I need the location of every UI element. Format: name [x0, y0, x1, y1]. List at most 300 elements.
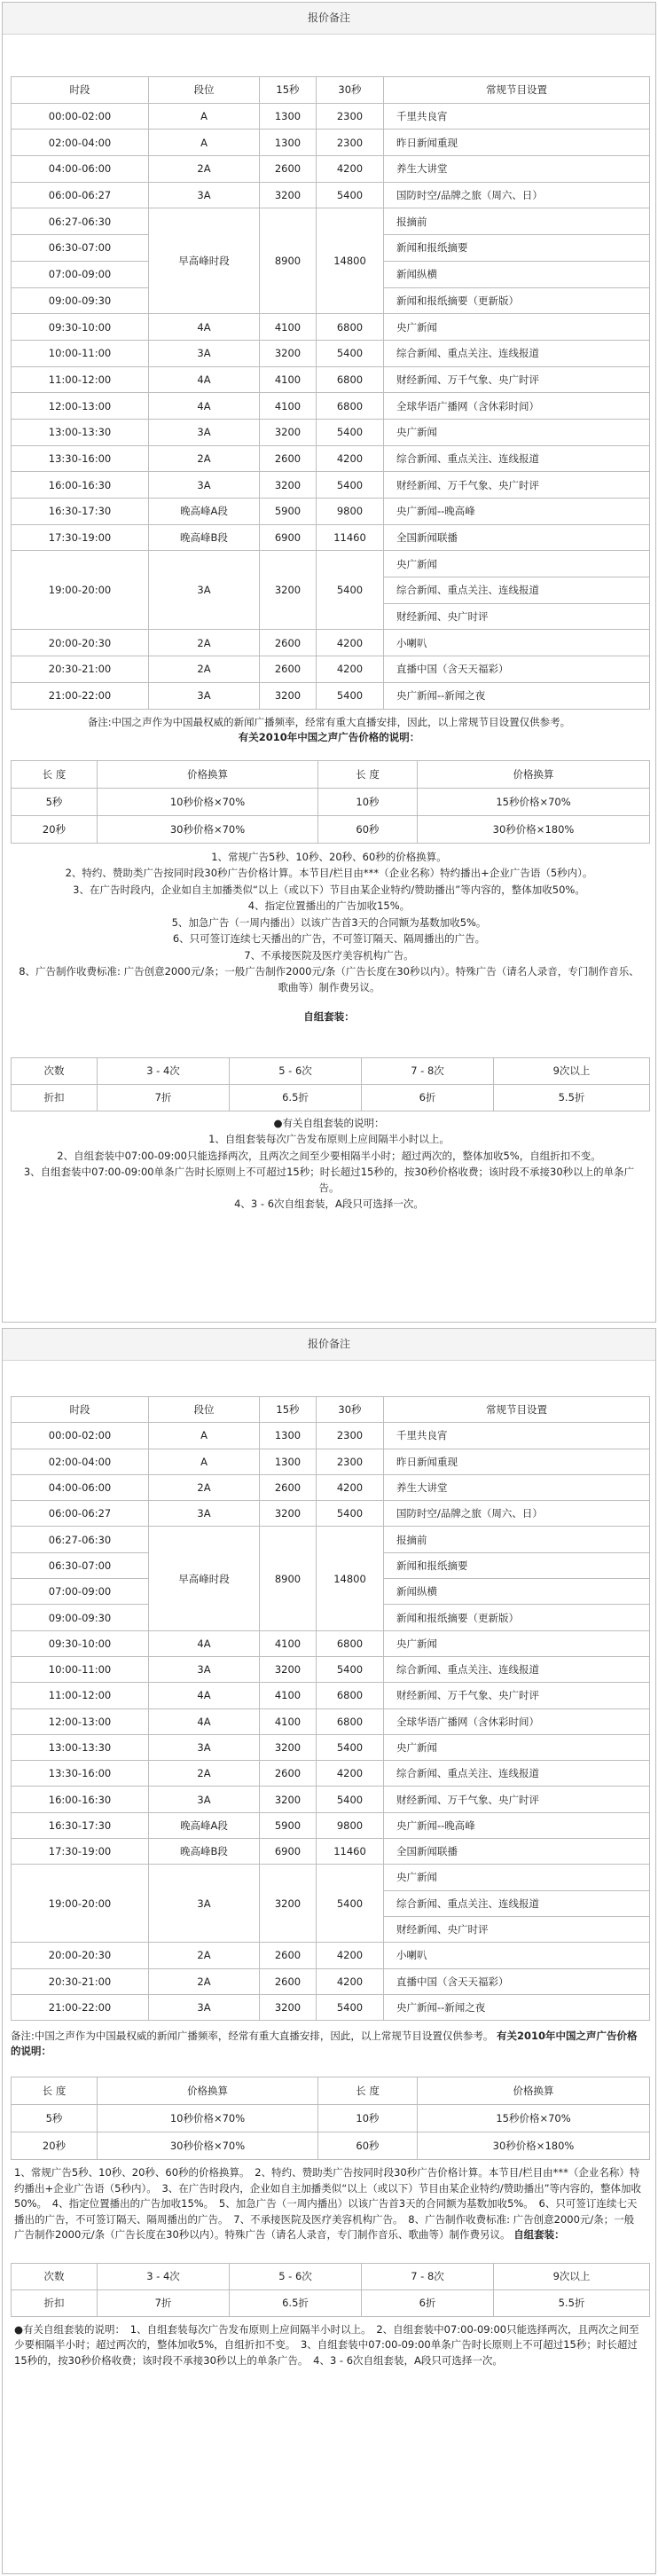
time-slot-cell: 00:00-02:00	[12, 103, 149, 130]
level-cell: 4A	[149, 393, 260, 420]
program-cell: 综合新闻、重点关注、连线报道	[384, 1890, 650, 1916]
price-15s-cell: 2600	[260, 445, 317, 472]
time-slot-cell: 16:30-17:30	[12, 499, 149, 525]
panel-title: 报价备注	[3, 1329, 655, 1361]
table-row	[12, 314, 650, 341]
program-cell: 直播中国（含天天福彩）	[384, 656, 650, 683]
program-cell: 昨日新闻重现	[384, 1449, 650, 1474]
price-15s-cell: 3200	[260, 182, 317, 208]
price-30s-cell: 5400	[317, 1865, 384, 1943]
price-30s-cell: 2300	[317, 1449, 384, 1474]
schedule-table	[11, 76, 650, 710]
rate-card-panel-2	[2, 1328, 656, 2574]
program-cell: 直播中国（含天天福彩）	[384, 1968, 650, 1994]
price-formula-cell: 10秒价格×70%	[98, 2105, 318, 2132]
table-row	[12, 1501, 650, 1527]
time-slot-cell: 10:00-11:00	[12, 1656, 149, 1682]
pricing-rules	[11, 844, 647, 1054]
discount-cell: 5 - 6次	[230, 2263, 362, 2289]
price-30s-cell: 5400	[317, 551, 384, 630]
price-15s-cell: 8900	[260, 208, 317, 314]
program-cell: 新闻和报纸摘要（更新版）	[384, 287, 650, 314]
price-30s-cell: 14800	[317, 1527, 384, 1630]
package-notes	[11, 1111, 647, 1226]
discount-cell: 6折	[362, 1084, 494, 1111]
price-30s-cell: 5400	[317, 1787, 384, 1812]
discount-cell: 9次以上	[494, 2263, 650, 2289]
price-30s-cell: 5400	[317, 1501, 384, 1527]
pricing-heading: 有关2010年中国之声广告价格的说明：	[11, 2030, 638, 2058]
table-row	[12, 393, 650, 420]
schedule-note	[11, 2021, 647, 2064]
price-15s-cell: 3200	[260, 1994, 317, 2020]
level-cell: 晚高峰B段	[149, 524, 260, 551]
time-slot-cell: 02:00-04:00	[12, 1449, 149, 1474]
table-row	[12, 130, 650, 156]
price-15s-cell: 2600	[260, 656, 317, 683]
level-cell: 3A	[149, 682, 260, 709]
program-cell: 全球华语广播网（含休彩时间）	[384, 393, 650, 420]
price-15s-cell: 3200	[260, 340, 317, 366]
level-cell: 3A	[149, 1734, 260, 1760]
discount-table	[11, 2263, 650, 2317]
price-15s-cell: 5900	[260, 1812, 317, 1838]
price-30s-cell: 4200	[317, 1761, 384, 1787]
column-header: 段位	[149, 1397, 260, 1423]
price-30s-cell: 5400	[317, 419, 384, 445]
table-row	[12, 2132, 650, 2160]
length-cell: 20秒	[12, 815, 98, 843]
level-cell: A	[149, 130, 260, 156]
table-header-row	[12, 2077, 650, 2105]
row-label-cell: 折扣	[12, 1084, 98, 1111]
level-cell: 4A	[149, 1630, 260, 1656]
program-cell: 小喇叭	[384, 1943, 650, 1968]
level-cell: 3A	[149, 551, 260, 630]
price-30s-cell: 11460	[317, 524, 384, 551]
column-header: 30秒	[317, 1397, 384, 1423]
note-text: 备注:中国之声作为中国最权威的新闻广播频率，经常有重大直播安排，因此，以上常规节目设置仅供参考。	[11, 2030, 494, 2043]
price-15s-cell: 1300	[260, 130, 317, 156]
length-cell: 10秒	[318, 2105, 418, 2132]
time-slot-cell: 20:30-21:00	[12, 656, 149, 683]
table-row	[12, 156, 650, 183]
time-slot-cell: 07:00-09:00	[12, 261, 149, 287]
price-15s-cell: 3200	[260, 472, 317, 499]
price-15s-cell: 1300	[260, 1449, 317, 1474]
time-slot-cell: 16:00-16:30	[12, 1787, 149, 1812]
time-slot-cell: 21:00-22:00	[12, 682, 149, 709]
table-row	[12, 2263, 650, 2289]
pricing-rules	[11, 2160, 647, 2249]
schedule-note	[11, 710, 647, 750]
table-row	[12, 2289, 650, 2316]
level-cell: A	[149, 1423, 260, 1449]
price-formula-cell: 15秒价格×70%	[418, 788, 650, 815]
price-formula-cell: 30秒价格×70%	[98, 815, 318, 843]
row-label-cell: 折扣	[12, 2289, 98, 2316]
price-15s-cell: 4100	[260, 1630, 317, 1656]
package-note-item: 4、3 - 6次自组套装，A段只可选择一次。	[234, 1198, 424, 1210]
time-slot-cell: 02:00-04:00	[12, 130, 149, 156]
level-cell: 2A	[149, 630, 260, 656]
time-slot-cell: 06:30-07:00	[12, 235, 149, 262]
discount-cell: 6折	[362, 2289, 494, 2316]
table-row	[12, 472, 650, 499]
program-cell: 新闻和报纸摘要	[384, 1552, 650, 1578]
price-15s-cell: 3200	[260, 1734, 317, 1760]
table-row	[12, 445, 650, 472]
price-30s-cell: 2300	[317, 130, 384, 156]
table-row	[12, 1527, 650, 1552]
level-cell: 4A	[149, 1708, 260, 1734]
level-cell: 晚高峰A段	[149, 1812, 260, 1838]
price-15s-cell: 8900	[260, 1527, 317, 1630]
discount-cell: 6.5折	[230, 1084, 362, 1111]
level-cell: 3A	[149, 182, 260, 208]
discount-table	[11, 1057, 650, 1111]
program-cell: 综合新闻、重点关注、连线报道	[384, 577, 650, 604]
table-header-row	[12, 1397, 650, 1423]
time-slot-cell: 12:00-13:00	[12, 1708, 149, 1734]
program-cell: 央广新闻	[384, 1630, 650, 1656]
table-row	[12, 1968, 650, 1994]
time-slot-cell: 12:00-13:00	[12, 393, 149, 420]
program-cell: 昨日新闻重现	[384, 130, 650, 156]
level-cell: 3A	[149, 1787, 260, 1812]
level-cell: 3A	[149, 1994, 260, 2020]
price-30s-cell: 6800	[317, 314, 384, 341]
time-slot-cell: 11:00-12:00	[12, 366, 149, 393]
level-cell: 4A	[149, 1683, 260, 1708]
row-label-cell: 次数	[12, 1057, 98, 1084]
price-30s-cell: 6800	[317, 393, 384, 420]
rule-item: 5、加急广告（一周内播出）以该广告首3天的合同额为基数加收5%。	[171, 915, 487, 929]
price-30s-cell: 4200	[317, 1968, 384, 1994]
price-30s-cell: 6800	[317, 1708, 384, 1734]
program-cell: 新闻纵横	[384, 261, 650, 287]
column-header: 15秒	[260, 1397, 317, 1423]
table-row	[12, 1683, 650, 1708]
level-cell: 2A	[149, 156, 260, 183]
table-row	[12, 1474, 650, 1500]
discount-cell: 3 - 4次	[98, 2263, 230, 2289]
column-header: 常规节目设置	[384, 1397, 650, 1423]
column-header: 长 度	[12, 2077, 98, 2105]
price-15s-cell: 3200	[260, 1501, 317, 1527]
price-15s-cell: 2600	[260, 156, 317, 183]
price-formula-cell: 30秒价格×180%	[418, 815, 650, 843]
column-header: 价格换算	[418, 2077, 650, 2105]
level-cell: A	[149, 1449, 260, 1474]
price-15s-cell: 6900	[260, 1839, 317, 1865]
table-row	[12, 1423, 650, 1449]
column-header: 15秒	[260, 77, 317, 104]
length-cell: 5秒	[12, 2105, 98, 2132]
pricing-table	[11, 2077, 650, 2160]
rate-card-panel-1	[2, 2, 656, 1323]
time-slot-cell: 13:00-13:30	[12, 1734, 149, 1760]
time-slot-cell: 17:30-19:00	[12, 524, 149, 551]
program-cell: 财经新闻、央广时评	[384, 603, 650, 630]
time-slot-cell: 06:30-07:00	[12, 1552, 149, 1578]
program-cell: 新闻和报纸摘要（更新版）	[384, 1605, 650, 1630]
program-cell: 综合新闻、重点关注、连线报道	[384, 445, 650, 472]
price-15s-cell: 3200	[260, 1787, 317, 1812]
program-cell: 小喇叭	[384, 630, 650, 656]
time-slot-cell: 20:30-21:00	[12, 1968, 149, 1994]
price-15s-cell: 2600	[260, 1943, 317, 1968]
price-30s-cell: 2300	[317, 103, 384, 130]
level-cell: 早高峰时段	[149, 208, 260, 314]
program-cell: 央广新闻	[384, 551, 650, 577]
price-30s-cell: 5400	[317, 340, 384, 366]
price-30s-cell: 4200	[317, 630, 384, 656]
price-15s-cell: 1300	[260, 1423, 317, 1449]
column-header: 30秒	[317, 77, 384, 104]
level-cell: 2A	[149, 445, 260, 472]
discount-cell: 7折	[98, 1084, 230, 1111]
level-cell: 4A	[149, 366, 260, 393]
level-cell: 早高峰时段	[149, 1527, 260, 1630]
column-header: 时段	[12, 1397, 149, 1423]
program-cell: 财经新闻、万千气象、央广时评	[384, 1683, 650, 1708]
price-30s-cell: 9800	[317, 499, 384, 525]
package-title: 自组套装：	[513, 2228, 565, 2242]
time-slot-cell: 19:00-20:00	[12, 1865, 149, 1943]
level-cell: 3A	[149, 1656, 260, 1682]
table-row	[12, 2105, 650, 2132]
level-cell: A	[149, 103, 260, 130]
table-row	[12, 208, 650, 235]
time-slot-cell: 06:00-06:27	[12, 182, 149, 208]
level-cell: 晚高峰A段	[149, 499, 260, 525]
level-cell: 3A	[149, 1501, 260, 1527]
level-cell: 2A	[149, 656, 260, 683]
price-15s-cell: 2600	[260, 1968, 317, 1994]
price-15s-cell: 4100	[260, 314, 317, 341]
level-cell: 3A	[149, 1865, 260, 1943]
price-15s-cell: 4100	[260, 1708, 317, 1734]
program-cell: 央广新闻	[384, 1865, 650, 1890]
table-row	[12, 1812, 650, 1838]
discount-cell: 3 - 4次	[98, 1057, 230, 1084]
time-slot-cell: 04:00-06:00	[12, 156, 149, 183]
time-slot-cell: 13:30-16:00	[12, 445, 149, 472]
time-slot-cell: 00:00-02:00	[12, 1423, 149, 1449]
discount-cell: 7 - 8次	[362, 2263, 494, 2289]
program-cell: 财经新闻、万千气象、央广时评	[384, 472, 650, 499]
program-cell: 财经新闻、万千气象、央广时评	[384, 366, 650, 393]
price-30s-cell: 5400	[317, 1734, 384, 1760]
price-30s-cell: 6800	[317, 1630, 384, 1656]
time-slot-cell: 20:00-20:30	[12, 1943, 149, 1968]
price-30s-cell: 6800	[317, 366, 384, 393]
price-15s-cell: 3200	[260, 1656, 317, 1682]
column-header: 常规节目设置	[384, 77, 650, 104]
program-cell: 全国新闻联播	[384, 1839, 650, 1865]
price-15s-cell: 4100	[260, 1683, 317, 1708]
rule-item: 8、广告制作收费标准: 广告创意2000元/条；一般广告制作2000元/条（广告长度在30秒以内）。特殊广告（请名人录音，专门制作音乐、歌曲等）制作费另议。	[19, 965, 639, 993]
discount-cell: 5 - 6次	[230, 1057, 362, 1084]
rules-text: 1、常规广告5秒、10秒、20秒、60秒的价格换算。 2、特约、赞助类广告按同时段30秒广告价格计算。本节目/栏目由***（企业名称）特约播出+企业广告语（5秒内）。 3、在广告时段内，企业如自主加播类似“以上（或以下）节目由某企业特约/赞助播出”等内容的，整体加收50%。 4、指定位置播出的广告加收15%。 5、加急广告（一周内播出）以该广告首3天的合同额为基数加收5%。 6、只可签订连续七天播出的广告，不可签订隔天、隔周播出的广告。 7、不承接医院及医疗美容机构广告。 8、广告制作收费标准: 广告创意2000元/条；一般广告制作2000元/条（广告长度在30秒以内）。特殊广告（请名人录音，专门制作音乐、歌曲等）制作费另议。	[14, 2166, 642, 2242]
discount-cell: 5.5折	[494, 1084, 650, 1111]
program-cell: 央广新闻--新闻之夜	[384, 682, 650, 709]
table-row	[12, 182, 650, 208]
program-cell: 报摘前	[384, 1527, 650, 1552]
discount-cell: 5.5折	[494, 2289, 650, 2316]
discount-cell: 6.5折	[230, 2289, 362, 2316]
program-cell: 央广新闻	[384, 419, 650, 445]
price-30s-cell: 5400	[317, 1994, 384, 2020]
column-header: 长 度	[318, 2077, 418, 2105]
program-cell: 千里共良宵	[384, 1423, 650, 1449]
schedule-table	[11, 1396, 650, 2021]
price-15s-cell: 1300	[260, 103, 317, 130]
table-row	[12, 524, 650, 551]
table-row	[12, 788, 650, 815]
length-cell: 60秒	[318, 815, 418, 843]
price-30s-cell: 4200	[317, 156, 384, 183]
price-15s-cell: 5900	[260, 499, 317, 525]
time-slot-cell: 19:00-20:00	[12, 551, 149, 630]
price-formula-cell: 15秒价格×70%	[418, 2105, 650, 2132]
rule-item: 2、特约、赞助类广告按同时段30秒广告价格计算。本节目/栏目由***（企业名称）特约播出+企业广告语（5秒内）。	[65, 867, 593, 879]
table-row	[12, 682, 650, 709]
program-cell: 综合新闻、重点关注、连线报道	[384, 1656, 650, 1682]
table-row	[12, 1865, 650, 1890]
time-slot-cell: 10:00-11:00	[12, 340, 149, 366]
column-header: 长 度	[318, 760, 418, 788]
level-cell: 4A	[149, 314, 260, 341]
table-row	[12, 340, 650, 366]
time-slot-cell: 13:00-13:30	[12, 419, 149, 445]
price-15s-cell: 2600	[260, 1761, 317, 1787]
level-cell: 晚高峰B段	[149, 1839, 260, 1865]
program-cell: 新闻纵横	[384, 1579, 650, 1605]
price-30s-cell: 4200	[317, 445, 384, 472]
price-30s-cell: 5400	[317, 682, 384, 709]
table-row	[12, 1656, 650, 1682]
table-row	[12, 551, 650, 577]
level-cell: 2A	[149, 1474, 260, 1500]
time-slot-cell: 21:00-22:00	[12, 1994, 149, 2020]
price-15s-cell: 6900	[260, 524, 317, 551]
time-slot-cell: 20:00-20:30	[12, 630, 149, 656]
price-30s-cell: 2300	[317, 1423, 384, 1449]
program-cell: 综合新闻、重点关注、连线报道	[384, 340, 650, 366]
package-note-item: 2、自组套装中07:00-09:00只能选择两次，且两次之间至少要相隔半小时；超过两次的，整体加收5%，自组折扣不变。	[57, 1149, 601, 1162]
program-cell: 养生大讲堂	[384, 1474, 650, 1500]
time-slot-cell: 09:00-09:30	[12, 1605, 149, 1630]
program-cell: 养生大讲堂	[384, 156, 650, 183]
table-row	[12, 1734, 650, 1760]
table-header-row	[12, 77, 650, 104]
price-15s-cell: 3200	[260, 1865, 317, 1943]
table-row	[12, 1994, 650, 2020]
time-slot-cell: 16:30-17:30	[12, 1812, 149, 1838]
package-title: 自组套装：	[303, 1010, 355, 1023]
price-15s-cell: 4100	[260, 393, 317, 420]
time-slot-cell: 09:00-09:30	[12, 287, 149, 314]
program-cell: 央广新闻	[384, 314, 650, 341]
time-slot-cell: 04:00-06:00	[12, 1474, 149, 1500]
level-cell: 3A	[149, 419, 260, 445]
length-cell: 5秒	[12, 788, 98, 815]
program-cell: 央广新闻--新闻之夜	[384, 1994, 650, 2020]
price-30s-cell: 5400	[317, 472, 384, 499]
table-row	[12, 1761, 650, 1787]
table-row	[12, 1943, 650, 1968]
level-cell: 2A	[149, 1968, 260, 1994]
table-row	[12, 1839, 650, 1865]
table-row	[12, 1084, 650, 1111]
column-header: 段位	[149, 77, 260, 104]
package-note-item: 3、自组套装中07:00-09:00单条广告时长原则上不可超过15秒；时长超过15秒的，按30秒价格收费；该时段不承接30秒以上的单条广告。	[23, 1166, 635, 1194]
time-slot-cell: 06:27-06:30	[12, 1527, 149, 1552]
table-row	[12, 1708, 650, 1734]
price-30s-cell: 4200	[317, 1943, 384, 1968]
price-15s-cell: 3200	[260, 419, 317, 445]
price-15s-cell: 3200	[260, 682, 317, 709]
price-30s-cell: 14800	[317, 208, 384, 314]
program-cell: 央广新闻	[384, 1734, 650, 1760]
program-cell: 国防时空/品牌之旅（周六、日）	[384, 1501, 650, 1527]
program-cell: 综合新闻、重点关注、连线报道	[384, 1761, 650, 1787]
table-row	[12, 656, 650, 683]
rule-item: 1、常规广告5秒、10秒、20秒、60秒的价格换算。	[211, 850, 447, 863]
table-row	[12, 1787, 650, 1812]
price-15s-cell: 2600	[260, 630, 317, 656]
note-text: 备注:中国之声作为中国最权威的新闻广播频率，经常有重大直播安排，因此，以上常规节目设置仅供参考。	[87, 715, 571, 728]
price-30s-cell: 4200	[317, 656, 384, 683]
length-cell: 10秒	[318, 788, 418, 815]
package-note-item: ●有关自组套装的说明：	[273, 1116, 385, 1129]
package-notes	[11, 2317, 647, 2382]
pricing-heading: 有关2010年中国之声广告价格的说明：	[238, 730, 420, 743]
pricing-table	[11, 760, 650, 844]
rule-item: 6、只可签订连续七天播出的广告，不可签订隔天、隔周播出的广告。	[172, 932, 486, 945]
program-cell: 国防时空/品牌之旅（周六、日）	[384, 182, 650, 208]
program-cell: 报摘前	[384, 208, 650, 235]
time-slot-cell: 06:27-06:30	[12, 208, 149, 235]
program-cell: 新闻和报纸摘要	[384, 235, 650, 262]
program-cell: 千里共良宵	[384, 103, 650, 130]
table-row	[12, 1449, 650, 1474]
column-header: 长 度	[12, 760, 98, 788]
program-cell: 全国新闻联播	[384, 524, 650, 551]
column-header: 价格换算	[98, 760, 318, 788]
price-15s-cell: 2600	[260, 1474, 317, 1500]
price-30s-cell: 11460	[317, 1839, 384, 1865]
program-cell: 全球华语广播网（含休彩时间）	[384, 1708, 650, 1734]
table-row	[12, 815, 650, 843]
program-cell: 财经新闻、万千气象、央广时评	[384, 1787, 650, 1812]
price-15s-cell: 3200	[260, 551, 317, 630]
price-formula-cell: 30秒价格×70%	[98, 2132, 318, 2160]
time-slot-cell: 17:30-19:00	[12, 1839, 149, 1865]
price-30s-cell: 9800	[317, 1812, 384, 1838]
time-slot-cell: 16:00-16:30	[12, 472, 149, 499]
table-header-row	[12, 760, 650, 788]
level-cell: 3A	[149, 340, 260, 366]
level-cell: 2A	[149, 1943, 260, 1968]
discount-cell: 7折	[98, 2289, 230, 2316]
time-slot-cell: 06:00-06:27	[12, 1501, 149, 1527]
table-row	[12, 419, 650, 445]
level-cell: 2A	[149, 1761, 260, 1787]
panel-title: 报价备注	[3, 3, 655, 35]
